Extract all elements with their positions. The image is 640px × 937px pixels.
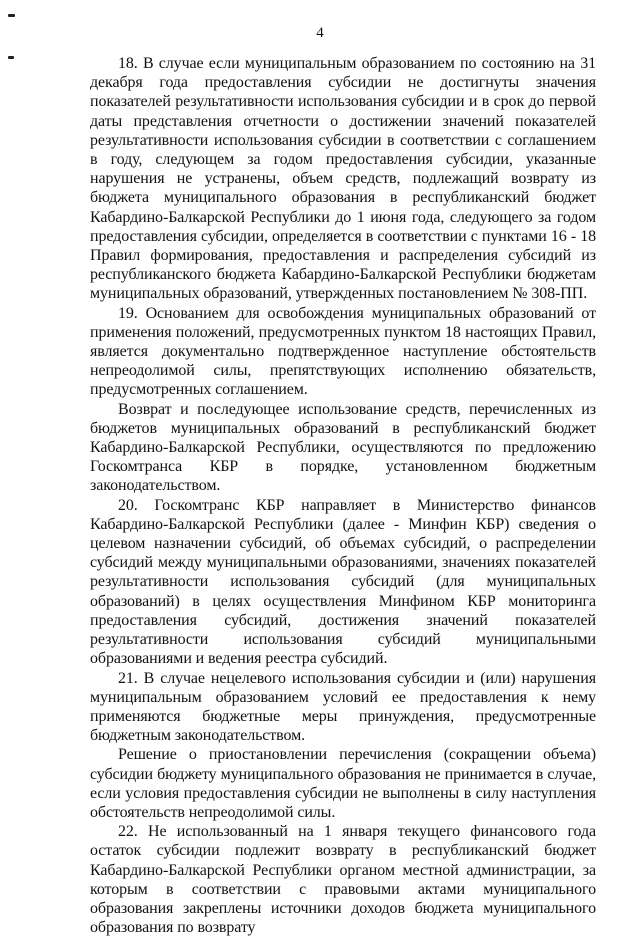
- paragraph-21-decision: Решение о приостановлении перечисления (сокращении объема) субсидии бюджету муниципального образования не принимается в случае, если условия предоставления субсидии не выполнены в силу наступления обстоятельств непреодолимой силы.: [90, 746, 596, 821]
- paragraph-18: 18. В случае если муниципальным образованием по состоянию на 31 декабря года предоставления субсидии не достигнуты значения показателей результативности использования субсидии и в срок до первой даты представления отчетности о достижении значений показателей результативности использования субсидии в соответствии с соглашением в году, следующем за годом предоставления субсидии, указанные нарушения не устранены, объем средств, подлежащий возврату из бюджета муниципального образования в республиканский бюджет Кабардино-Балкарской Республики до 1 июня года, следующего за годом предоставления субсидии, определяется в соответствии с пунктами 16 - 18 Правил формирования, предоставления и распределения субсидий из республиканского бюджета Кабардино-Балкарской Республики бюджетам муниципальных образований, утвержденных постановлением № 308-ПП.: [90, 55, 596, 303]
- paragraph-22: 22. Не использованный на 1 января текущего финансового года остаток субсидии подлежит возврату в республиканский бюджет Кабардино-Балкарской Республики органом местной администрации, за которым в соответствии с правовыми актами муниципального образования закреплены источники доходов бюджета муниципального образования по возврату: [90, 823, 596, 937]
- document-body: [90, 54, 596, 937]
- paragraph-21: 21. В случае нецелевого использования субсидии и (или) нарушения муниципальным образованием условий ее предоставления к нему применяются бюджетные меры принуждения, предусмотренные бюджетным законодательством.: [90, 669, 596, 745]
- paragraph-20: 20. Госкомтранс КБР направляет в Министерство финансов Кабардино-Балкарской Республики (далее - Минфин КБР) сведения о целевом назначении субсидий, об объемах субсидий, о распределении субсидий между муниципальными образованиями, значениях показателей результативности использования субсидий (для муниципальных образований) в целях осуществления Минфином КБР мониторинга предоставления субсидий, достижения значений показателей результативности использования субсидий муниципальными образованиями и ведения реестра субсидий.: [90, 496, 596, 668]
- scan-mark: [8, 14, 15, 17]
- page-number: 4: [316, 25, 324, 41]
- paragraph-19-return: Возврат и последующее использование средств, перечисленных из бюджетов муниципальных образований в республиканский бюджет Кабардино-Балкарской Республики, осуществляются по предложению Госкомтранса КБР в порядке, установленном бюджетным законодательством.: [90, 400, 596, 495]
- scan-mark: [8, 56, 14, 59]
- paragraph-19: 19. Основанием для освобождения муниципальных образований от применения положений, предусмотренных пунктом 18 настоящих Правил, является документально подтвержденное наступление обстоятельств непреодолимой силы, препятствующих исполнению обязательств, предусмотренных соглашением.: [90, 304, 596, 399]
